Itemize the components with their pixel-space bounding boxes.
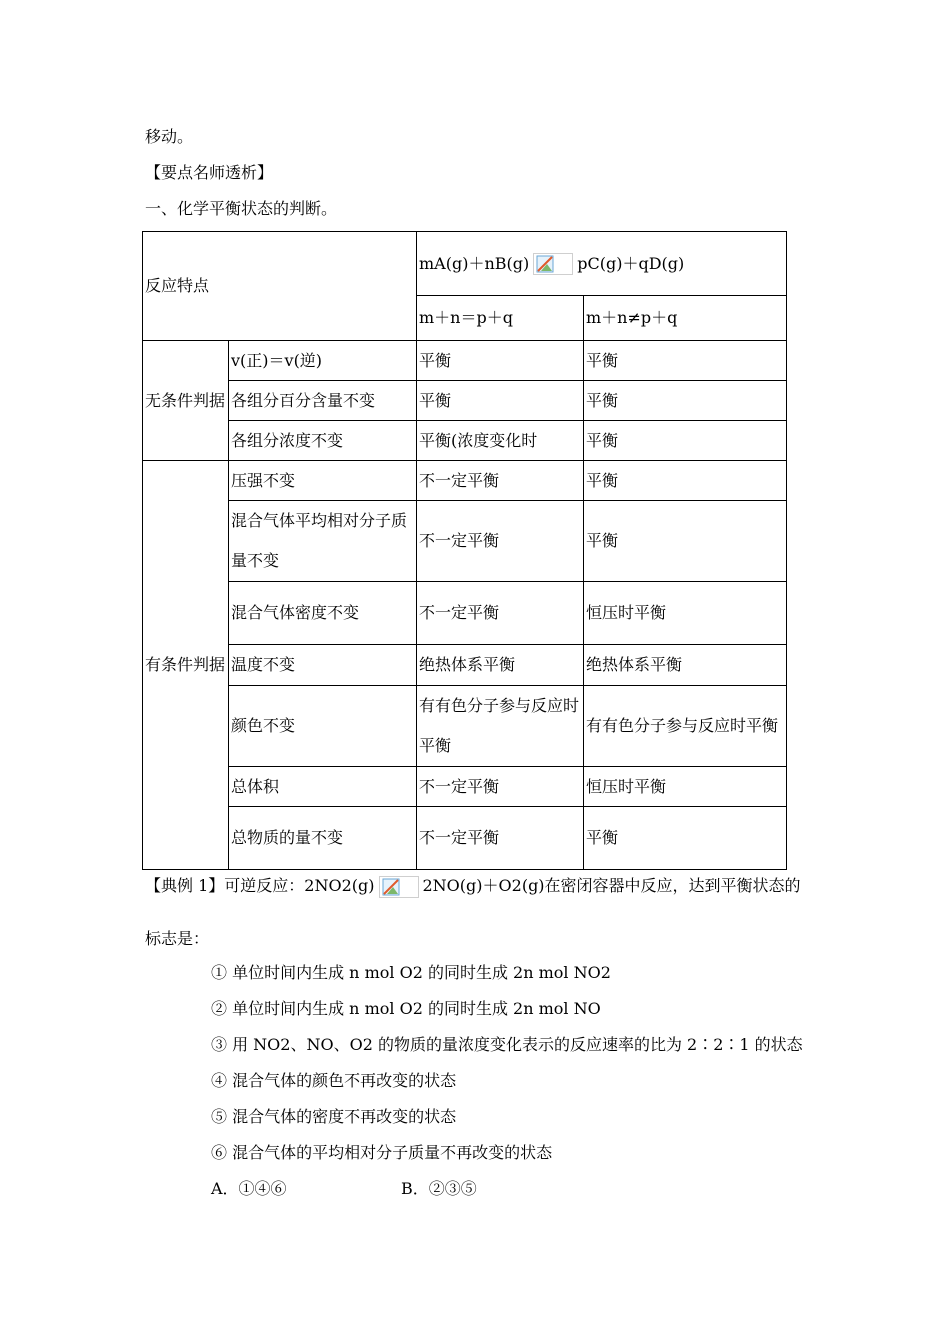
example-item: ⑥ 混合气体的平均相对分子质量不再改变的状态	[211, 1143, 553, 1162]
table-cell-equal: 不一定平衡	[417, 461, 584, 501]
reversible-arrow-icon	[379, 876, 419, 898]
example-item: ⑤ 混合气体的密度不再改变的状态	[211, 1107, 457, 1126]
table-cell-condition: 总物质的量不变	[229, 807, 417, 870]
reversible-arrow-icon	[533, 253, 573, 275]
table-cell-equal: 平衡(浓度变化时	[417, 421, 584, 461]
table-cell-equal: 平衡	[417, 341, 584, 381]
table-cell-notequal: 平衡	[584, 807, 787, 870]
example-item: ③ 用 NO2、NO、O2 的物质的量浓度变化表示的反应速率的比为 2∶2∶1 的状态	[211, 1035, 803, 1054]
header-feature: 反应特点	[143, 232, 417, 341]
table-cell-equal: 平衡	[417, 381, 584, 421]
reaction-right: pC(g)＋qD(g)	[577, 253, 685, 273]
example-text-before: 可逆反应：2NO2(g)	[224, 876, 375, 895]
table-cell-condition: 压强不变	[229, 461, 417, 501]
table-cell-condition: 各组分浓度不变	[229, 421, 417, 461]
header-reaction	[417, 232, 787, 296]
table-cell-notequal: 平衡	[584, 501, 787, 582]
example-text-line2: 标志是：	[145, 929, 210, 948]
table-cell-equal: 有有色分子参与反应时平衡	[417, 686, 584, 767]
table-cell-equal: 绝热体系平衡	[417, 645, 584, 686]
table-cell-condition: 温度不变	[229, 645, 417, 686]
group-unconditional: 无条件判据	[143, 341, 229, 461]
section-heading: 【要点名师透析】	[145, 163, 274, 182]
group-conditional: 有条件判据	[143, 461, 229, 870]
table-cell-notequal: 恒压时平衡	[584, 582, 787, 645]
intro-text: 移动。	[145, 127, 194, 146]
example-item: ② 单位时间内生成 n mol O2 的同时生成 2n mol NO	[211, 999, 601, 1018]
example-item: ① 单位时间内生成 n mol O2 的同时生成 2n mol NO2	[211, 963, 611, 982]
example-item: ④ 混合气体的颜色不再改变的状态	[211, 1071, 457, 1090]
table-cell-notequal: 平衡	[584, 381, 787, 421]
table-cell-condition: 总体积	[229, 767, 417, 807]
table-cell-equal: 不一定平衡	[417, 582, 584, 645]
table-cell-equal: 不一定平衡	[417, 501, 584, 582]
table-cell-condition: 颜色不变	[229, 686, 417, 767]
example-label: 【典例 1】	[145, 876, 225, 895]
table-cell-condition: 混合气体密度不变	[229, 582, 417, 645]
example-line	[145, 875, 801, 898]
header-notequal: m＋n≠p＋q	[584, 296, 787, 341]
table-cell-notequal: 恒压时平衡	[584, 767, 787, 807]
table-cell-equal: 不一定平衡	[417, 767, 584, 807]
header-equal: m＋n＝p＋q	[417, 296, 584, 341]
table-cell-notequal: 绝热体系平衡	[584, 645, 787, 686]
table-cell-notequal: 平衡	[584, 421, 787, 461]
section-title: 一、化学平衡状态的判断。	[145, 199, 338, 218]
option-a: A．①④⑥	[211, 1179, 287, 1198]
table-cell-equal: 不一定平衡	[417, 807, 584, 870]
table-cell-condition: v(正)＝v(逆)	[229, 341, 417, 381]
table-cell-notequal: 有有色分子参与反应时平衡	[584, 686, 787, 767]
table-cell-notequal: 平衡	[584, 461, 787, 501]
reaction-left: mA(g)＋nB(g)	[419, 253, 530, 273]
table-cell-condition: 混合气体平均相对分子质量不变	[229, 501, 417, 582]
table-cell-condition: 各组分百分含量不变	[229, 381, 417, 421]
option-b: B．②③⑤	[401, 1179, 477, 1198]
example-text-after: 2NO(g)＋O2(g)在密闭容器中反应，达到平衡状态的	[422, 876, 801, 895]
equilibrium-table	[142, 231, 787, 870]
table-cell-notequal: 平衡	[584, 341, 787, 381]
